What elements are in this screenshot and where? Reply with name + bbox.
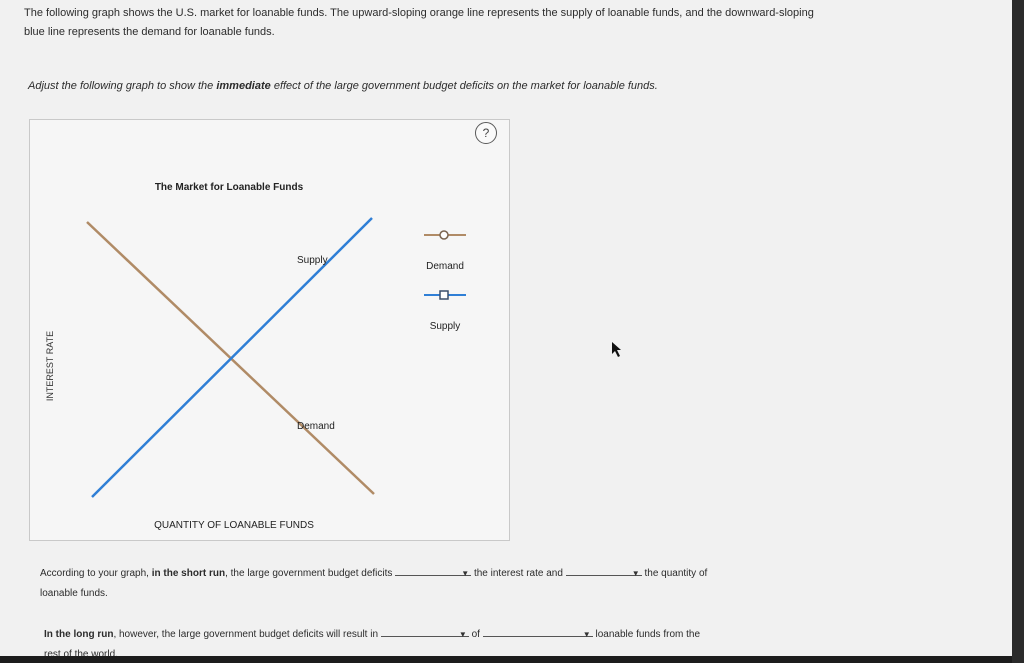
supply-tool-square-icon[interactable] — [440, 291, 448, 299]
q2-emphasis: In the long run — [44, 629, 114, 640]
demand-tool-circle-icon[interactable] — [440, 231, 448, 239]
x-axis-label: QUANTITY OF LOANABLE FUNDS — [154, 520, 314, 531]
help-icon[interactable]: ? — [475, 122, 497, 144]
demand-tool[interactable] — [424, 231, 466, 239]
supply-line[interactable] — [92, 218, 372, 497]
q1-prefix: According to your graph, — [40, 568, 152, 579]
dropdown-arrow-icon: ▼ — [461, 569, 470, 578]
q1-line2: loanable funds. — [40, 588, 108, 599]
supply-tool[interactable] — [424, 291, 466, 299]
screen-edge — [1012, 0, 1024, 663]
q1-after-blank2: the quantity of — [641, 568, 708, 579]
instruction-before: Adjust the following graph to show the — [28, 80, 217, 92]
demand-curve-label: Demand — [297, 421, 335, 432]
q1-emphasis: in the short run — [151, 568, 226, 579]
q1-quantity-dropdown[interactable] — [566, 563, 642, 576]
q2-after-blank1: of — [468, 629, 480, 640]
question-short-run — [40, 563, 840, 604]
intro-text: The following graph shows the U.S. market for loanable funds. The upward-sloping orange line represents the supply of loanable funds, and the downward-sloping blue line represents the demand for loanable funds. — [24, 7, 814, 38]
q2-result-dropdown[interactable] — [381, 624, 469, 637]
demand-tool-label: Demand — [426, 261, 464, 272]
dropdown-arrow-icon: ▼ — [631, 569, 640, 578]
q2-mid: , however, the large government budget deficits will result in — [113, 629, 379, 640]
q1-mid: , the large government budget deficits — [225, 568, 393, 579]
y-axis-label: INTEREST RATE — [45, 330, 55, 402]
instruction-emphasis: immediate — [216, 80, 271, 92]
q2-line2: rest of the world. — [44, 649, 118, 656]
q2-after-blank2: loanable funds from the — [592, 629, 701, 640]
supply-tool-label: Supply — [429, 321, 461, 332]
q2-flow-dropdown[interactable] — [483, 624, 593, 637]
graph-title: The Market for Loanable Funds — [154, 182, 304, 193]
supply-curve-label: Supply — [297, 255, 328, 266]
mouse-cursor-icon — [612, 342, 621, 357]
instruction-after: effect of the large government budget deficits on the market for loanable funds. — [270, 80, 658, 92]
dropdown-arrow-icon: ▼ — [582, 630, 591, 639]
dropdown-arrow-icon: ▼ — [458, 630, 467, 639]
q1-after-blank1: the interest rate and — [471, 568, 563, 579]
q1-interest-rate-dropdown[interactable] — [395, 563, 471, 576]
question-long-run — [44, 624, 844, 656]
